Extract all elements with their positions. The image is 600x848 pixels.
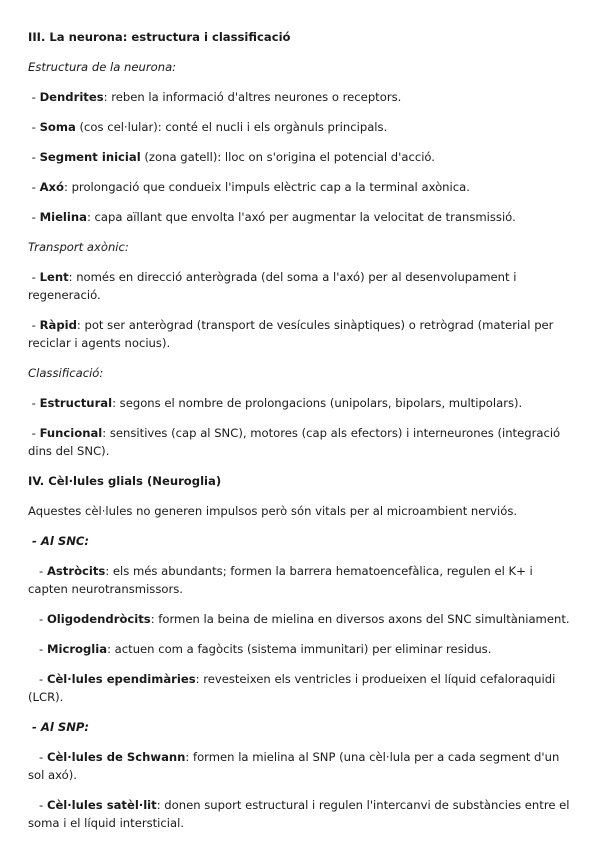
list-item: - Axó: prolongació que condueix l'impuls elèctric cap a la terminal axònica. xyxy=(28,180,470,194)
estructura-list xyxy=(28,88,576,226)
item-text: : actuen com a fagòcits (sistema immunitari) per eliminar residus. xyxy=(107,642,492,656)
snc-label: - Al SNC: xyxy=(28,534,90,548)
list-item: - Ràpid: pot ser anterògrad (transport de vesícules sinàptiques) o retrògrad (material per reciclar i agents nocius). xyxy=(28,318,554,350)
item-term: Ràpid xyxy=(39,318,77,332)
item-text: : segons el nombre de prolongacions (unipolars, bipolars, multipolars). xyxy=(112,396,523,410)
item-term: Mielina xyxy=(39,210,87,224)
list-item: - Dendrites: reben la informació d'altres neurones o receptors. xyxy=(28,90,402,104)
item-text: (cos cel·lular): conté el nucli i els orgànuls principals. xyxy=(75,120,388,134)
item-text: : donen suport estructural i regulen l'intercanvi de substàncies entre el soma i el líquid intersticial. xyxy=(28,798,570,830)
section4-heading: IV. Cèl·lules glials (Neuroglia) xyxy=(28,474,222,488)
item-text: : formen la beina de mielina en diversos axons del SNC simultàniament. xyxy=(150,612,570,626)
section4-intro: Aquestes cèl·lules no generen impulsos però són vitals per al microambient nerviós. xyxy=(28,504,518,518)
classificacio-list xyxy=(28,394,576,460)
item-term: Soma xyxy=(39,120,76,134)
item-term: Estructural xyxy=(39,396,113,410)
item-text: : pot ser anterògrad (transport de vesícules sinàptiques) o retrògrad (material per reciclar i agents nocius). xyxy=(28,318,554,350)
item-term: Astròcits xyxy=(46,564,106,578)
snc-list xyxy=(28,562,576,706)
list-item: - Cèl·lules ependimàries: revesteixen els ventricles i produeixen el líquid cefaloraquidi (LCR). xyxy=(28,672,556,704)
item-text: : només en direcció anterògrada (del soma a l'axó) per al desenvolupament i regeneració. xyxy=(28,270,517,302)
list-item: - Mielina: capa aïllant que envolta l'axó per augmentar la velocitat de transmissió. xyxy=(28,210,516,224)
item-text: : reben la informació d'altres neurones o receptors. xyxy=(103,90,402,104)
classificacio-label: Classificació: xyxy=(28,366,104,380)
item-text: : els més abundants; formen la barrera hematoencefàlica, regulen el K+ i capten neurotransmissors. xyxy=(28,564,533,596)
list-item: - Astròcits: els més abundants; formen la barrera hematoencefàlica, regulen el K+ i capten neurotransmissors. xyxy=(28,564,533,596)
list-item: - Cèl·lules de Schwann: formen la mielina al SNP (una cèl·lula per a cada segment d'un sol axó). xyxy=(28,750,560,782)
section3-heading: III. La neurona: estructura i classificació xyxy=(28,30,291,44)
transport-label: Transport axònic: xyxy=(28,240,129,254)
item-text: : revesteixen els ventricles i produeixen el líquid cefaloraquidi (LCR). xyxy=(28,672,556,704)
list-item: - Estructural: segons el nombre de prolongacions (unipolars, bipolars, multipolars). xyxy=(28,396,523,410)
list-item: - Microglia: actuen com a fagòcits (sistema immunitari) per eliminar residus. xyxy=(28,642,492,656)
snp-label: - Al SNP: xyxy=(28,720,90,734)
item-term: Cèl·lules satèl·lit xyxy=(46,798,157,812)
snp-label-text: Al SNP: xyxy=(40,720,90,734)
item-text: : formen la mielina al SNP (una cèl·lula per a cada segment d'un sol axó). xyxy=(28,750,560,782)
item-term: Dendrites xyxy=(39,90,104,104)
item-text: : sensitives (cap al SNC), motores (cap als efectors) i interneurones (integració dins del SNC). xyxy=(28,426,561,458)
item-text: : prolongació que condueix l'impuls elèctric cap a la terminal axònica. xyxy=(63,180,470,194)
item-term: Oligodendròcits xyxy=(46,612,151,626)
item-term: Cèl·lules ependimàries xyxy=(46,672,196,686)
item-term: Cèl·lules de Schwann xyxy=(46,750,186,764)
estructura-label: Estructura de la neurona: xyxy=(28,60,177,74)
list-item: - Funcional: sensitives (cap al SNC), motores (cap als efectors) i interneurones (integració dins del SNC). xyxy=(28,426,561,458)
transport-list xyxy=(28,268,576,352)
snc-label-text: Al SNC: xyxy=(40,534,90,548)
list-item: - Segment inicial (zona gatell): lloc on s'origina el potencial d'acció. xyxy=(28,150,435,164)
list-item: - Cèl·lules satèl·lit: donen suport estructural i regulen l'intercanvi de substàncies entre el soma i el líquid intersticial. xyxy=(28,798,570,830)
list-item: - Oligodendròcits: formen la beina de mielina en diversos axons del SNC simultàniament. xyxy=(28,612,570,626)
item-text: (zona gatell): lloc on s'origina el potencial d'acció. xyxy=(140,150,435,164)
list-item: - Soma (cos cel·lular): conté el nucli i els orgànuls principals. xyxy=(28,120,388,134)
document-page xyxy=(28,28,576,844)
snp-list xyxy=(28,748,576,832)
item-term: Axó xyxy=(39,180,64,194)
item-term: Segment inicial xyxy=(39,150,141,164)
item-text: : capa aïllant que envolta l'axó per augmentar la velocitat de transmissió. xyxy=(86,210,516,224)
list-item: - Lent: només en direcció anterògrada (del soma a l'axó) per al desenvolupament i regeneració. xyxy=(28,270,517,302)
item-term: Lent xyxy=(39,270,69,284)
item-term: Funcional xyxy=(39,426,103,440)
item-term: Microglia xyxy=(46,642,108,656)
